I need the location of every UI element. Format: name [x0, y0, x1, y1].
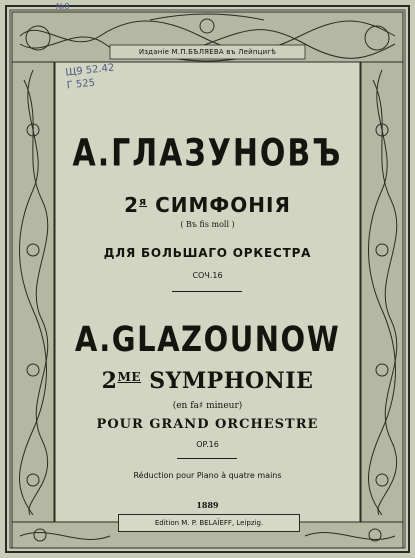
divider-rule-2 [177, 458, 237, 459]
orchestra-russian: ДЛЯ БОЛЬШАГО ОРКЕСТРА [103, 246, 312, 260]
stamp-line-1: Щ9 52.42 [64, 62, 115, 79]
symphony-ordinal-russian: я [139, 194, 148, 208]
composer-name-french: A.GLAZOUNOW [74, 318, 341, 360]
opus-french: OP.16 [196, 440, 219, 449]
arrangement-note: Réduction pour Piano à quatre mains [133, 471, 282, 480]
divider-rule [172, 291, 242, 292]
key-russian: ( Въ fis moll ) [180, 220, 235, 229]
library-stamp [65, 62, 117, 93]
symphony-title-french [0, 368, 415, 394]
stamp-line-2: Г 525 [66, 77, 96, 92]
symphony-number-russian: 2 [124, 193, 140, 217]
composer-name-russian: А.ГЛАЗУНОВЪ [72, 131, 343, 176]
symphony-number-french: 2 [101, 368, 118, 394]
publication-year: 1889 [196, 500, 219, 510]
symphony-title-russian [0, 193, 415, 217]
library-mark: №8 [56, 2, 70, 11]
orchestra-french: POUR GRAND ORCHESTRE [96, 417, 319, 432]
edition-imprint: Edition M. P. BELAÏEFF, Leipzig. [118, 514, 300, 532]
opus-russian: СОЧ.16 [192, 271, 223, 280]
publisher-line: Изданіе М.П.БѢЛЯЕВА въ Лейпцигѣ [138, 48, 277, 56]
symphony-ordinal-french: ME [117, 369, 142, 384]
symphony-word-russian: СИМФОНІЯ [155, 193, 291, 217]
symphony-word-french: SYMPHONIE [149, 368, 314, 394]
key-french: (en fa♯ mineur) [172, 401, 243, 411]
